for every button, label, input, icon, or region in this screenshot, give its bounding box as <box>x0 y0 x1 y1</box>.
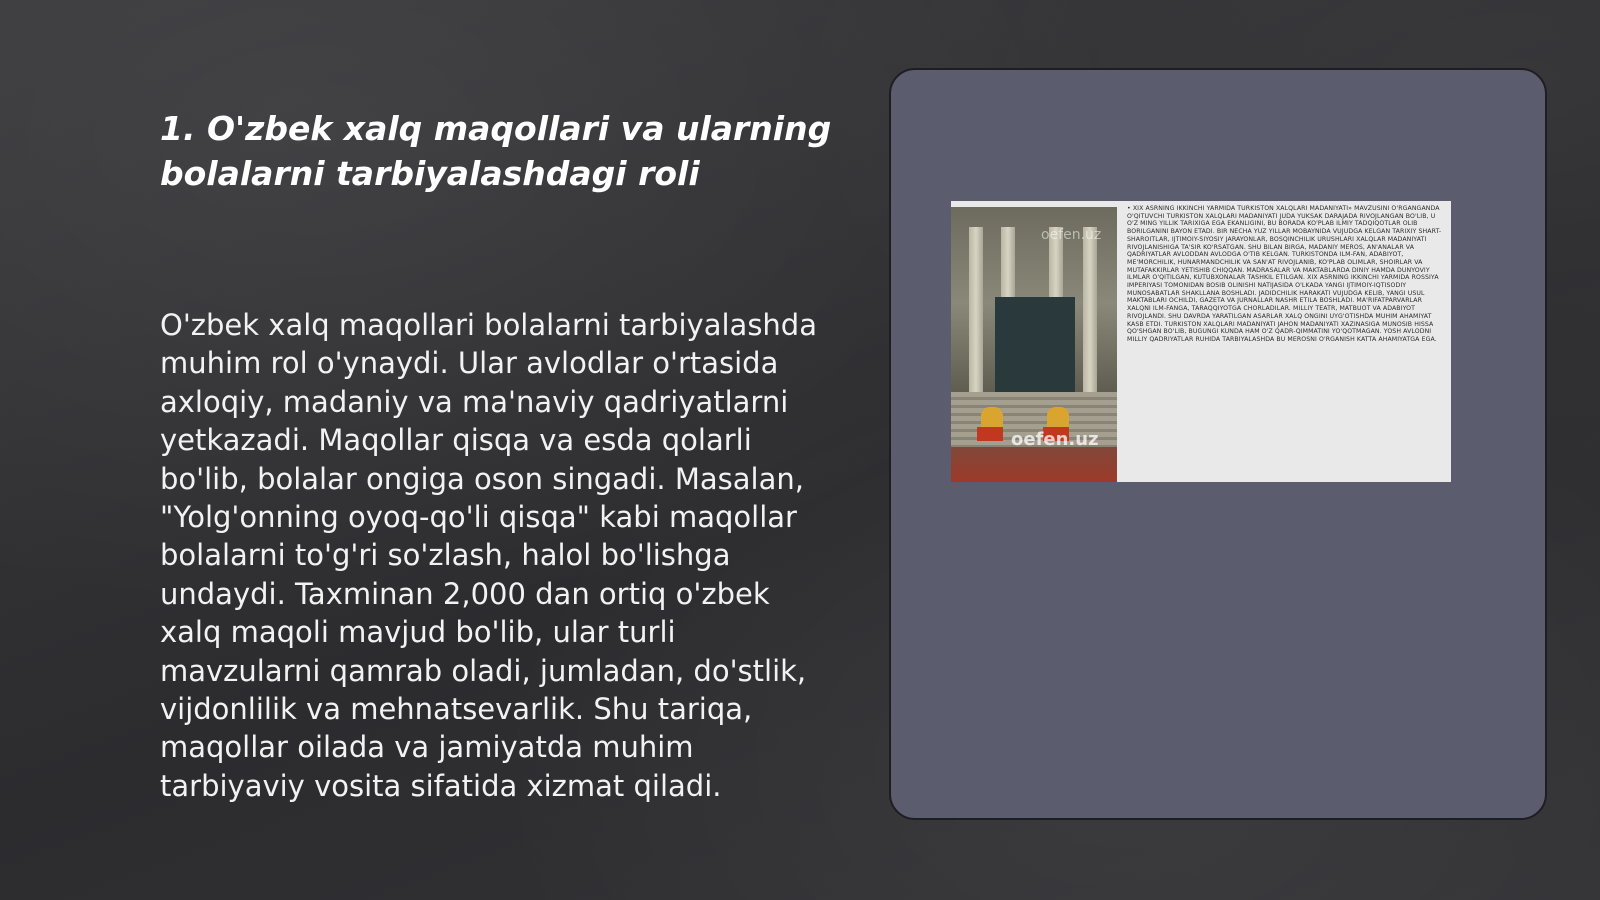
pillar <box>1083 227 1097 397</box>
lion-statue-icon <box>1047 407 1069 429</box>
pillar <box>969 227 983 397</box>
planter <box>977 427 1003 441</box>
slide-title: 1. O'zbek xalq maqollari va ularning bolalarni tarbiyalashdagi roli <box>160 109 832 193</box>
image-panel <box>889 68 1547 820</box>
lion-statue-icon <box>981 407 1003 429</box>
scanned-document-text: • XIX ASRNING IKKINCHI YARMIDA TURKISTON XALQLARI MADANIYATI» MAVZUSINI O'RGANGANDA O'QITUVCHI TURKISTON XALQLARI MADANIYATI JUDA YUKSAK DARAJADA RIVOJLANGAN BO'LIB, U O'Z MING YILLIK TARIXIGA EGA EKANLIGINI, BU BORADA KO'PLAB ILMIY TADQIQOTLAR OLIB BORILGANINI BAYON ETADI. BIR NECHA YUZ YILLAR MOBAYNIDA VUJUDGA KELGAN TARIXIY SHART-SHAROITLAR, IJTIMOIY-SIYOSIY JARAYONLAR, BOSQINCHILIK URUSHLARI XALQLAR MADANIYATI RIVOJLANISHIGA TA'SIR KO'RSATGAN. SHU BILAN BIRGA, MADANIY MEROS, AN'ANALAR VA QADRIYATLAR AVLODDAN AVLODGA O'TIB KELGAN. TURKISTONDA ILM-FAN, ADABIYOT, ME'MORCHILIK, HUNARMANDCHILIK VA SAN'AT RIVOJLANIB, KO'PLAB OLIMLAR, SHOIRLAR VA MUTAFAKKIRLAR YETISHIB CHIQQAN. MADRASALAR VA MAKTABLARDA DINIY HAMDA DUNYOVIY ILMLAR O'QITILGAN, KUTUBXONALAR TASHKIL ETILGAN. XIX ASRNING IKKINCHI YARMIDA ROSSIYA IMPERIYASI TOMONIDAN BOSIB OLINISHI NATIJASIDA O'LKADA YANGI IJTIMOIY-IQTISODIY MUNOSABATLAR SHAKLLANA BOSHLADI. JADIDCHILIK HARAKATI VUJUDGA KELIB, YANGI USUL MAKTABLARI OCHILDI, GAZETA VA JURNALLAR NASHR ETILA BOSHLADI. MA'RIFATPARVARLAR XALQNI ILM-FANGA, TARAQQIYOTGA CHORLADILAR. MILLIY TEATR, MATBUOT VA ADABIYOT RIVOJLANDI. SHU DAVRDA YARATILGAN ASARLAR XALQ ONGINI UYG'OTISHDA MUHIM AHAMIYAT KASB ETDI. TURKISTON XALQLARI MADANIYATI JAHON MADANIYATI XAZINASIGA MUNOSIB HISSA QO'SHGAN BO'LIB, BUGUNGI KUNDA HAM O'Z QADR-QIMMATINI YO'QOTMAGAN. YOSH AVLODNI MILLIY QADRIYATLAR RUHIDA TARBIYALASHDA BU MEROSNI O'RGANISH KATTA AHAMIYATGA EGA. <box>1127 205 1442 343</box>
slide-body-text: O'zbek xalq maqollari bolalarni tarbiyalashda muhim rol o'ynaydi. Ular avlodlar o'rtasida axloqiy, madaniy va ma'naviy qadriyatlarni yetkazadi. Maqollar qisqa va esda qolarli bo'lib, bolalar ongiga oson singadi. Masalan, "Yolg'onning oyoq-qo'li qisqa" kabi maqollar bolalarni to'g'ri so'zlash, halol bo'lishga undaydi. Taxminan 2,000 dan ortiq o'zbek xalq maqoli mavjud bo'lib, ular turli mavzularni qamrab oladi, jumladan, do'stlik, vijdonlilik va mehnatsevarlik. Shu tariqa, maqollar oilada va jamiyatda muhim tarbiyaviy vosita sifatida xizmat qiladi. <box>160 308 817 803</box>
document-scan-image <box>951 201 1451 482</box>
building-photo <box>951 207 1117 482</box>
watermark-label: oefen.uz <box>1011 429 1099 450</box>
entrance-door <box>995 297 1075 397</box>
watermark-top: oefen.uz <box>1041 227 1102 243</box>
